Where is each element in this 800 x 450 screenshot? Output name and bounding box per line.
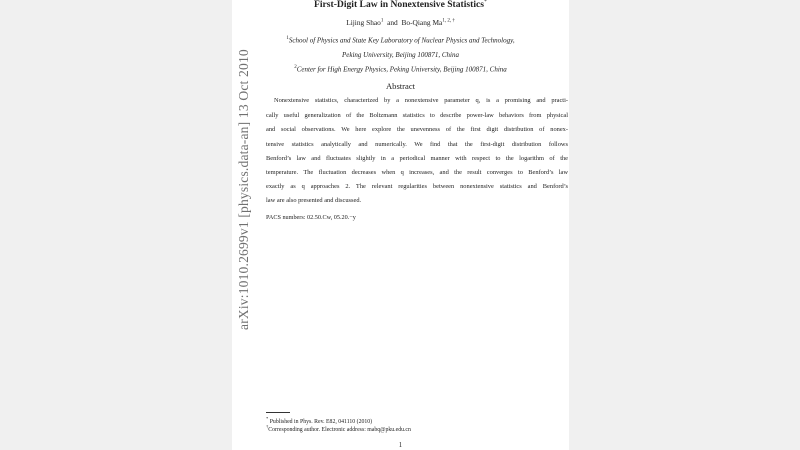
footnote-corresponding-author xyxy=(266,424,411,433)
abstract-heading: Abstract xyxy=(385,81,416,91)
affiliation-1-continued-text: Peking University, Beijing 100871, China xyxy=(341,51,460,59)
paper-title-text: First-Digit Law in Nonextensive Statistics xyxy=(313,0,484,11)
footnote-divider xyxy=(266,412,290,413)
paper-title xyxy=(232,0,569,10)
affiliation-1-continued xyxy=(232,51,569,59)
abstract-line: cally useful generalization of the Boltzmann statistics to describe power-law behaviors from physical xyxy=(266,112,568,119)
abstract-line: temperature. The fluctuation decreases when q increases, and the result converges to Benford’s law xyxy=(266,169,568,176)
arxiv-identifier-stamp: arXiv:1010.2699v1 [physics.data-an] 13 Oct 2010 xyxy=(236,49,251,330)
footnote-corresponding-mark: † xyxy=(266,424,269,429)
affiliation-2-mark: 2 xyxy=(294,65,297,70)
affiliation-1-mark: 1 xyxy=(286,36,289,41)
affiliation-2-text: Center for High Energy Physics, Peking University, Beijing 100871, China xyxy=(296,65,507,74)
author-1-mark: 1 xyxy=(380,18,384,24)
affiliation-1-text: School of Physics and State Key Laboratory of Nuclear Physics and Technology, xyxy=(288,36,515,45)
abstract-line: Nonextensive statistics, characterized by a nonextensive parameter q, is a promising and practi- xyxy=(274,97,568,104)
author-1: Lijing Shao xyxy=(346,18,381,27)
affiliation-2 xyxy=(232,65,569,73)
abstract-line: and social observations. We here explore the unevenness of the first digit distribution of nonex- xyxy=(266,126,568,133)
abstract-line: Benford’s law and fluctuates slightly in a periodical manner with respect to the logarithm of the xyxy=(266,155,568,162)
footnote-publication-text: Published in Phys. Rev. E82, 041110 (2010) xyxy=(268,418,373,425)
author-2: Bo-Qiang Ma xyxy=(401,18,443,27)
footnote-publication-mark: * xyxy=(266,416,269,421)
abstract-line: exactly as q approaches 2. The relevant regularities between nonextensive statistics and Benford’s xyxy=(266,183,568,190)
pacs-numbers: PACS numbers: 02.50.Cw, 05.20.−y xyxy=(266,214,356,221)
affiliation-1 xyxy=(232,36,569,44)
abstract-line: law are also presented and discussed. xyxy=(266,197,362,204)
page-number: 1 xyxy=(398,442,403,449)
author-list: Lijing Shao$^1$ and Bo-Qiang $Ma^{1, 2, \dagger}$ xyxy=(346,18,455,27)
title-footnote-mark: * xyxy=(484,0,487,5)
footnote-corresponding-text: Corresponding author. Electronic address: mabq@pku.edu.cn xyxy=(268,426,411,433)
author-2-mark: 1, 2, † xyxy=(442,18,455,24)
abstract-line: tensive statistics analytically and numerically. We find that the first-digit distribution follows xyxy=(266,141,568,148)
